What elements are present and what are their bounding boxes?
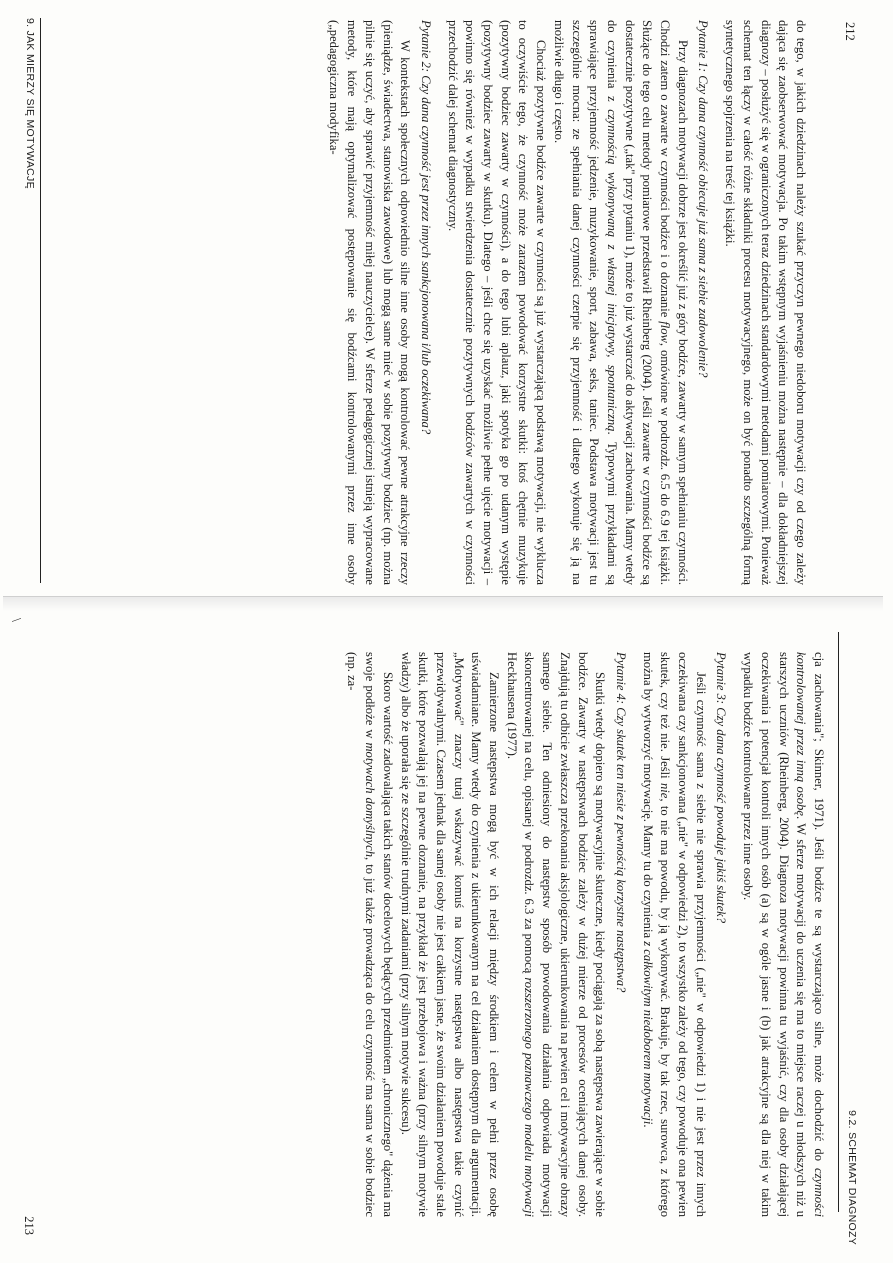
right-paragraph-3: Skutki wtedy dopiero są motywacyjnie skuteczne, kiedy pociągają za sobą następstwa zawierające w sobie bodźce. Zawarty w następstwach bodziec zależy w dużej mierze od procesów oceniających danej osoby. Znajdują tu odbicie zwłaszcza przekonania aksjologiczne, ukierunkowania na pewien cel i motywacyjne obrazy samego siebie. Ten odniesiony do następstw sposób powodowania działania odpowiada motywacji skoncentrowanej na celu, opisanej w podrozdz. 6.3 za pomocą rozszerzonego poznawczego modelu motywacji Heckhausena (1977). bbox=[504, 652, 608, 1217]
header-rule-left bbox=[40, 18, 41, 583]
question-4-heading: Pytanie 4: Czy skutek ten niesie z pewnością korzystne następstwa? bbox=[613, 652, 628, 993]
left-text-column bbox=[325, 20, 809, 585]
book-gutter bbox=[3, 596, 883, 611]
right-page bbox=[0, 612, 893, 1263]
left-paragraph-3: Chociaż pozytywne bodźce zawarte w czynności są już wystarczającą podstawą motywacji, nie wyklucza to oczywiście tego, że czynność może zarazem powodować korzystne skutki: ktoś chętnie muzykuje (pozytywny bodziec zawarty w czynności), a do tego lubi aplauz, jaki spotyka go po udanym występie (pozytywny bodziec zawarty w skutku). Dlatego – jeśli chce się uzyskać możliwie pełne ujęcie motywacji – powinno się również w wypadku stwierdzenia dostatecznie pozytywnych bodźców zawartych w czynności przechodzić dalej schemat diagnostyczny. bbox=[445, 20, 549, 585]
right-paragraph-4: Zamierzone następstwa mogą być w ich relacji między środkiem i celem w pełni przez osobę uświadamiane. Mamy wtedy do czynienia z ukierunkowanym na cel działaniem dostępnym dla argumentacji. „Motywować" znaczy tutaj wskazywać komuś na korzystne następstwa albo następstwa takie czynić przewidywalnymi. Czasem jednak dla samej osoby nie jest całkiem jasne, że swoim działaniem powoduje stale skutki, które pozwalają jej na pewne doznanie, na przykład że jest przebojowa i ważna (przy silnym motywie władzy) albo że uporała się ze szczególnie trudnymi zadaniami (przy silnym motywie sukcesu). bbox=[398, 652, 502, 1217]
question-1-heading: Pytanie 1: Czy dana czynność obiecuje już sama z siebie zadowolenie? bbox=[696, 20, 711, 378]
question-3-heading: Pytanie 3: Czy dana czynność powoduje jakiś skutek? bbox=[714, 652, 729, 924]
running-header-left: 9. JAK MIERZY SIĘ MOTYWACJĘ bbox=[24, 18, 36, 189]
left-page bbox=[0, 0, 893, 612]
right-text-column bbox=[343, 652, 827, 1217]
scan-mark: \ bbox=[8, 618, 23, 622]
page-number-left: 212 bbox=[843, 22, 857, 41]
running-header-right: 9.2. SCHEMAT DIAGNOZY bbox=[846, 1110, 858, 1245]
left-paragraph-4: W kontekstach społecznych odpowiednio silne inne osoby mogą kontrolować pewne atrakcyjne rzeczy (pieniądze, świadectwa, stanowiska zawodowe) lub mogą same mieć w sobie pozytywny bodziec (np. można pilnie się uczyć, aby sprawić przyjemność miłej nauczycielce). W sferze pedagogicznej istnieją wypracowane metody, które mają optymalizować postępowanie się bodźcami kontrolowanymi przez inne osoby („pedagogiczna modyfika- bbox=[327, 20, 413, 585]
left-paragraph-2: Przy diagnozach motywacji dobrze jest określić już z góry bodźce, zawarty w samym spełnianiu czynności. Chodzi zatem o zawarte w czynności bodźce i o doznanie flow, omówione w podrozdz. 6.5 do 6.9 tej książki. Służące do tego celu metody pomiarowe przedstawił Rheinberg (2004). Jeśli zawarte w czynności bodźce są dostatecznie pozytywne („tak" przy pytaniu 1), może to już wystarczać do aktywacji zachowania. Mamy wtedy do czynienia z czynnością wykonywaną z własnej inicjatywy, spontaniczną. Typowymi przykładami są sprawiające przyjemność jedzenie, muzykowanie, sport, zabawa, seks, taniec. Podstawa motywacji jest tu szczególnie mocna: ze spełniania danej czynności czerpie się przyjemność i dlatego wykonuje się ją na możliwie długo i często. bbox=[551, 20, 690, 585]
right-paragraph-2: Jeśli czynność sama z siebie nie sprawia przyjemności („nie" w odpowiedzi 1) i nie jest przez innych oczekiwana czy sankcjonowana („nie" w odpowiedzi 2), to wszystko zależy od tego, czy powoduje ona pewien skutek, czy też nie. Jeśli nie, to nie ma powodu, by ją wykonywać. Brakuje, by tak rzec, surowca, z którego można by wytworzyć motywację. Mamy tu do czynienia z całkowitym niedoborem motywacji. bbox=[640, 652, 708, 1217]
left-paragraph-1: do tego, w jakich dziedzinach należy szukać przyczyn pewnego niedoboru motywacji czy od czego zależy dająca się zaobserwować motywacja. Po takim wstępnym wyjaśnieniu można następnie – dla dokładniejszej diagnozy – posłużyć się w ograniczonych teraz dziedzinach standardowymi metodami pomiarowymi. Ponieważ schemat ten łączy w całość różne składniki procesu motywacyjnego, może on być ponadto szczególną formą syntetycznego spojrzenia na treść tej książki. bbox=[723, 20, 808, 585]
page-number-right: 213 bbox=[22, 1216, 36, 1235]
right-paragraph-1: cja zachowania"; Skinner, 1971). Jeśli bodźce te są wystarczająco silne, może dochodzić do czynności kontrolowanej przez inną osobę. W sferze motywacji do uczenia się ma to miejsce raczej u młodszych niż u starszych uczniów (Rheinberg, 2004). Diagnoza motywacji powinna tu wyjaśnić, czy dla osoby działającej oczekiwania i potencjał kontroli innych osób (a) są w ogóle jasne i (b) jak atrakcyjne są dla niej w takim wypadku bodźce kontrolowane przez inne osoby. bbox=[741, 652, 826, 1217]
header-rule-right bbox=[838, 632, 839, 1212]
right-paragraph-5: Skoro wartość zadowalająca takich stanów docelowych będących przedmiotem „chronicznego" dążenia ma swoje podłoże w motywach domyślnych, to już także prowadząca do celu czynność ma sama w sobie bodziec (np. za- bbox=[345, 652, 395, 1217]
question-2-heading: Pytanie 2: Czy dana czynność jest przez innych sankcjonowana i/lub oczekiwana? bbox=[418, 20, 433, 435]
